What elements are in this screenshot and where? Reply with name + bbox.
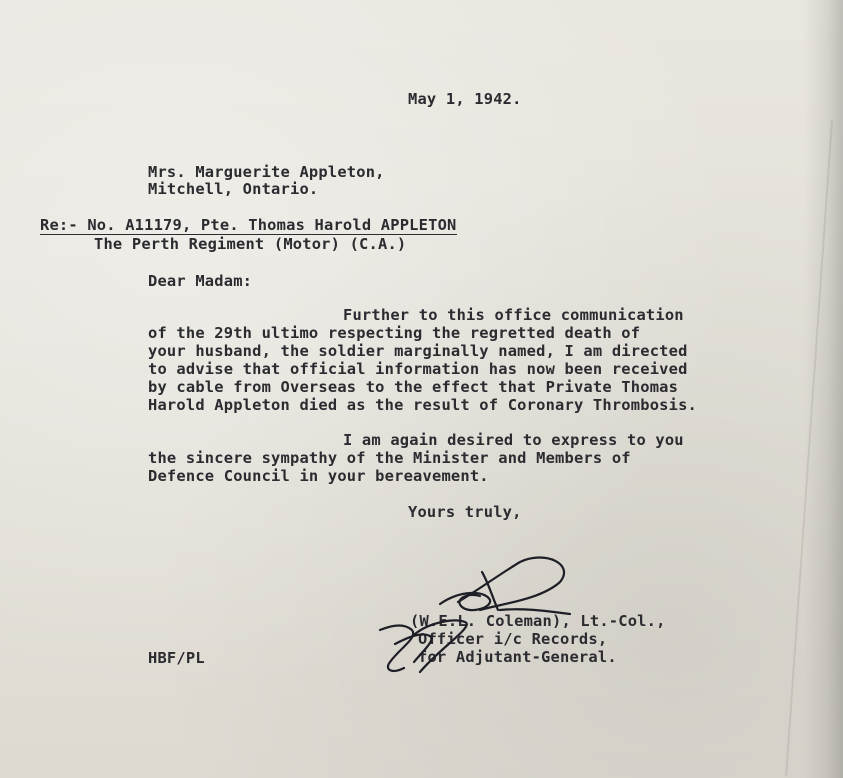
paragraph1-line: Further to this office communication bbox=[343, 306, 684, 324]
paragraph1-line: by cable from Overseas to the effect that Private Thomas bbox=[148, 378, 679, 396]
signature-name-line: (W.E.L. Coleman), Lt.-Col., bbox=[410, 612, 666, 630]
re-line: Re:- No. A11179, Pte. Thomas Harold APPLETON bbox=[40, 216, 457, 234]
recipient-address: Mitchell, Ontario. bbox=[148, 180, 319, 198]
paragraph1-line: of the 29th ultimo respecting the regretted death of bbox=[148, 324, 641, 342]
salutation: Dear Madam: bbox=[148, 272, 253, 290]
reference-initials: HBF/PL bbox=[148, 649, 205, 667]
page-edge-shadow bbox=[803, 0, 843, 778]
paragraph2-line: Defence Council in your bereavement. bbox=[148, 467, 489, 485]
recipient-name: Mrs. Marguerite Appleton, bbox=[148, 163, 385, 181]
closing: Yours truly, bbox=[408, 503, 522, 521]
letter-date: May 1, 1942. bbox=[408, 90, 522, 108]
paragraph1-line: to advise that official information has now been received bbox=[148, 360, 688, 378]
handwritten-signature bbox=[370, 552, 580, 682]
signature-for-line: for Adjutant-General. bbox=[418, 648, 617, 666]
paragraph1-line: Harold Appleton died as the result of Coronary Thrombosis. bbox=[148, 396, 698, 414]
signature-title-line: Officer i/c Records, bbox=[418, 630, 608, 648]
paragraph1-line: your husband, the soldier marginally named, I am directed bbox=[148, 342, 688, 360]
paragraph2-line: I am again desired to express to you bbox=[343, 431, 684, 449]
regiment-line: The Perth Regiment (Motor) (C.A.) bbox=[94, 235, 407, 253]
paragraph2-line: the sincere sympathy of the Minister and Members of bbox=[148, 449, 631, 467]
